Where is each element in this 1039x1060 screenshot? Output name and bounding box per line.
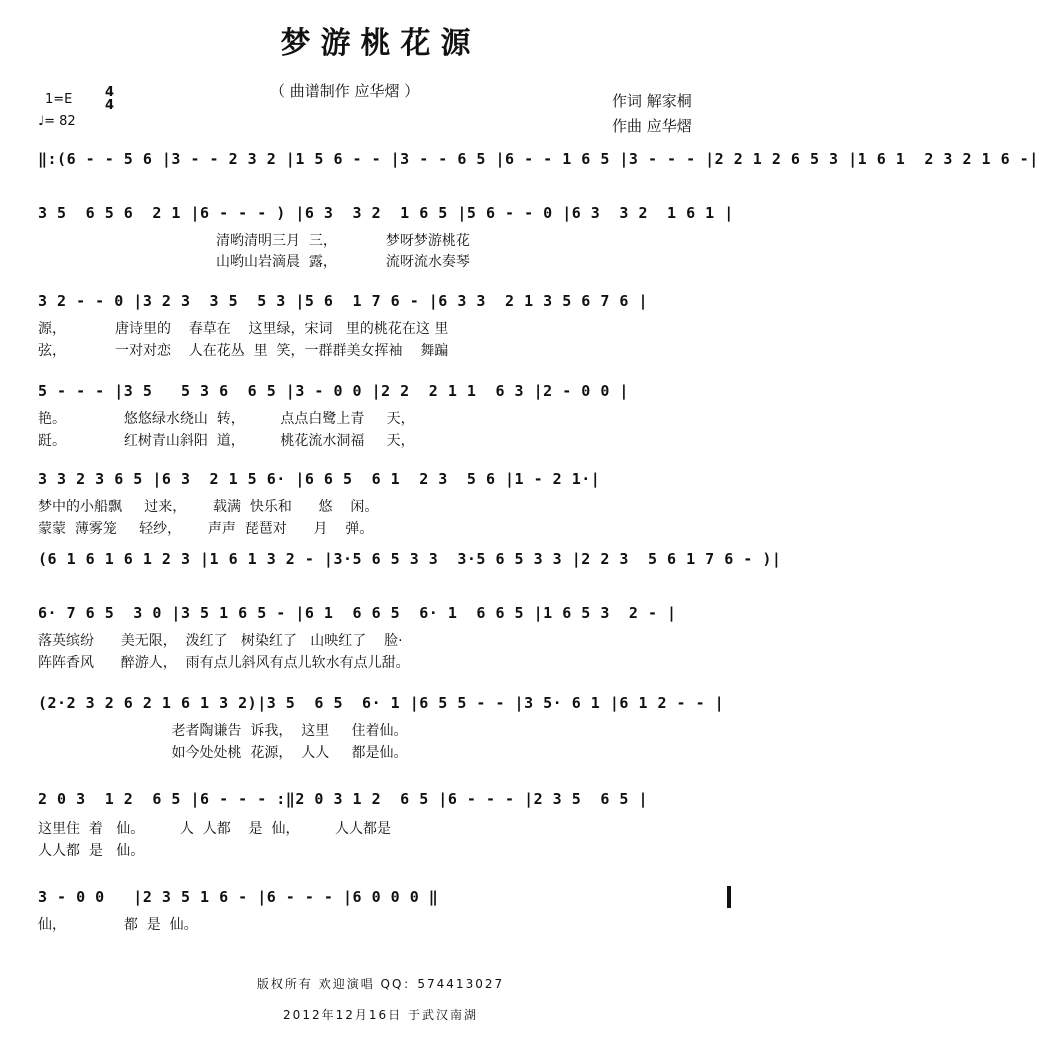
key-signature: 1=E — [45, 92, 73, 107]
meter-top: 4 — [105, 85, 115, 100]
lyric-line: 这里住 着 仙。 人 人都 是 仙， 人人都是 — [38, 821, 392, 837]
time-signature — [105, 86, 114, 112]
lyric-line: 仙， 都 是 仙。 — [38, 917, 198, 933]
staff-line-2: 3 5 6 5 6 2 1 |6 - - - ) |6 3 3 2 1 6 5 |5 6 - - 0 |6 3 3 2 1 6 1 | — [38, 204, 734, 222]
tempo-mark: ♩= 82 — [38, 114, 76, 129]
lyric-line: 如今处处桃 花源， 人人 都是仙。 — [38, 745, 408, 761]
date-line: 2012年12月16日 于武汉南湖 — [283, 1008, 478, 1022]
lyric-line: 落英缤纷 美无限， 泼红了 树染红了 山映红了 脸· — [38, 633, 403, 649]
staff-line-7: 6· 7 6 5 3 0 |3 5 1 6 5 - |6 1 6 6 5 6· 1 6 6 5 |1 6 5 3 2 - | — [38, 604, 677, 622]
lyric-line: 弦， 一对对恋 人在花丛 里 笑，一群群美女挥袖 舞蹁 — [38, 343, 449, 359]
staff-line-5: 3 3 2 3 6 5 |6 3 2 1 5 6· |6 6 5 6 1 2 3 5 6 |1 - 2 1·| — [38, 470, 601, 488]
lyric-line: 老者陶谦告 诉我， 这里 住着仙。 — [38, 723, 408, 739]
lyric-line: 跹。 红树青山斜阳 道， 桃花流水洞福 天， — [38, 433, 415, 449]
score-maker: （ 曲谱制作 应华熠 ） — [270, 82, 420, 100]
staff-line-9: 2 0 3 1 2 6 5 |6 - - - :‖2 0 3 1 2 6 5 |6 - - - |2 3 5 6 5 | — [38, 790, 648, 808]
staff-line-8: (2·2 3 2 6 2 1 6 1 3 2)|3 5 6 5 6· 1 |6 5 5 - - |3 5· 6 1 |6 1 2 - - | — [38, 694, 725, 712]
copyright-line: 版权所有 欢迎演唱 QQ：574413027 — [256, 977, 505, 991]
composer-credit: 作曲 应华熠 — [612, 117, 692, 135]
lyric-line: 阵阵香风 醉游人， 雨有点儿斜风有点儿软水有点儿甜。 — [38, 655, 410, 671]
staff-line-4: 5 - - - |3 5 5 3 6 6 5 |3 - 0 0 |2 2 2 1 1 6 3 |2 - 0 0 | — [38, 382, 629, 400]
staff-line-6: (6 1 6 1 6 1 2 3 |1 6 1 3 2 - |3·5 6 5 3 3 3·5 6 5 3 3 |2 2 3 5 6 1 7 6 - )| — [38, 550, 782, 568]
meter-bottom: 4 — [105, 98, 115, 113]
staff-line-3: 3 2 - - 0 |3 2 3 3 5 5 3 |5 6 1 7 6 - |6 3 3 2 1 3 5 6 7 6 | — [38, 292, 648, 310]
lyric-line: 山哟山岩滴晨 露， 流呀流水奏琴 — [38, 254, 470, 270]
final-barline — [727, 886, 731, 908]
lyric-line: 清哟清明三月 三， 梦呀梦游桃花 — [38, 233, 470, 249]
lyric-line: 源， 唐诗里的 春草在 这里绿，宋词 里的桃花在这 里 — [38, 321, 449, 337]
song-title: 梦游桃花源 — [280, 26, 481, 61]
lyric-line: 人人都 是 仙。 — [38, 843, 145, 859]
staff-line-1: ‖:(6 - - 5 6 |3 - - 2 3 2 |1 5 6 - - |3 - - 6 5 |6 - - 1 6 5 |3 - - - |2 2 1 2 6 5 3 |1 6 1 2 3 2 1 6 -| — [38, 150, 1039, 168]
lyric-line: 艳。 悠悠绿水绕山 转， 点点白鹭上青 天， — [38, 411, 415, 427]
lyricist-credit: 作词 解家桐 — [612, 92, 692, 110]
staff-line-10: 3 - 0 0 |2 3 5 1 6 - |6 - - - |6 0 0 0 ‖ — [38, 888, 439, 906]
lyric-line: 梦中的小船飘 过来， 载满 快乐和 悠 闲。 — [38, 499, 379, 515]
lyric-line: 蒙蒙 薄雾笼 轻纱， 声声 琵琶对 月 弹。 — [38, 521, 374, 537]
